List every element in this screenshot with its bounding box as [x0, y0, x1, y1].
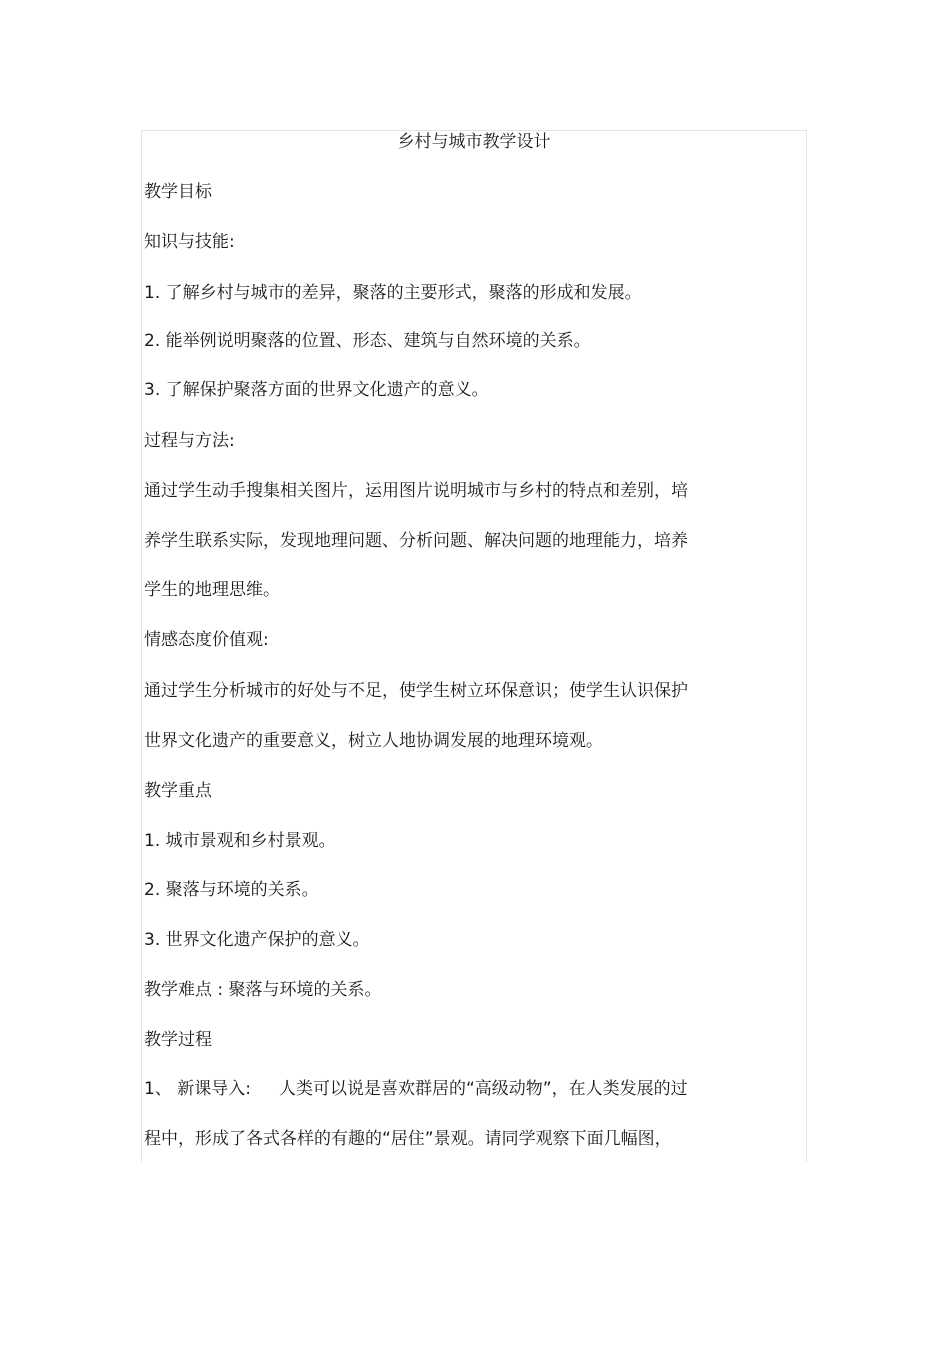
- goal-item-1: 1. 了解乡村与城市的差异，聚落的主要形式，聚落的形成和发展。: [144, 283, 642, 303]
- subheading-knowledge-skills: 知识与技能:: [144, 232, 235, 252]
- paragraph-values-line-2: 世界文化遗产的重要意义，树立人地协调发展的地理环境观。: [144, 731, 603, 751]
- heading-teaching-process: 教学过程: [144, 1030, 212, 1050]
- goal-item-2: 2. 能举例说明聚落的位置、形态、建筑与自然环境的关系。: [144, 331, 591, 351]
- key-point-1: 1. 城市景观和乡村景观。: [144, 831, 336, 851]
- heading-key-points: 教学重点: [144, 781, 212, 801]
- intro-label: 1、 新课导入:: [144, 1079, 251, 1099]
- paragraph-process-line-2: 养学生联系实际，发现地理问题、分析问题、解决问题的地理能力，培养: [144, 531, 688, 551]
- paragraph-process-line-1: 通过学生动手搜集相关图片，运用图片说明城市与乡村的特点和差别，培: [144, 481, 688, 501]
- intro-line-2: 程中，形成了各式各样的有趣的“居住”景观。请同学观察下面几幅图，: [144, 1129, 672, 1149]
- subheading-values: 情感态度价值观:: [144, 630, 269, 650]
- goal-item-3: 3. 了解保护聚落方面的世界文化遗产的意义。: [144, 380, 489, 400]
- difficult-point: 教学难点 : 聚落与环境的关系。: [144, 980, 382, 1000]
- paragraph-values-line-1: 通过学生分析城市的好处与不足，使学生树立环保意识；使学生认识保护: [144, 681, 688, 701]
- heading-teaching-goals: 教学目标: [144, 182, 212, 202]
- subheading-process-method: 过程与方法:: [144, 431, 235, 451]
- document-title: 乡村与城市教学设计: [397, 132, 551, 152]
- key-point-2: 2. 聚落与环境的关系。: [144, 880, 319, 900]
- key-point-3: 3. 世界文化遗产保护的意义。: [144, 930, 370, 950]
- paragraph-process-line-3: 学生的地理思维。: [144, 580, 280, 600]
- intro-text: 人类可以说是喜欢群居的“高级动物”，在人类发展的过: [278, 1079, 688, 1099]
- intro-line-1: [144, 1077, 688, 1101]
